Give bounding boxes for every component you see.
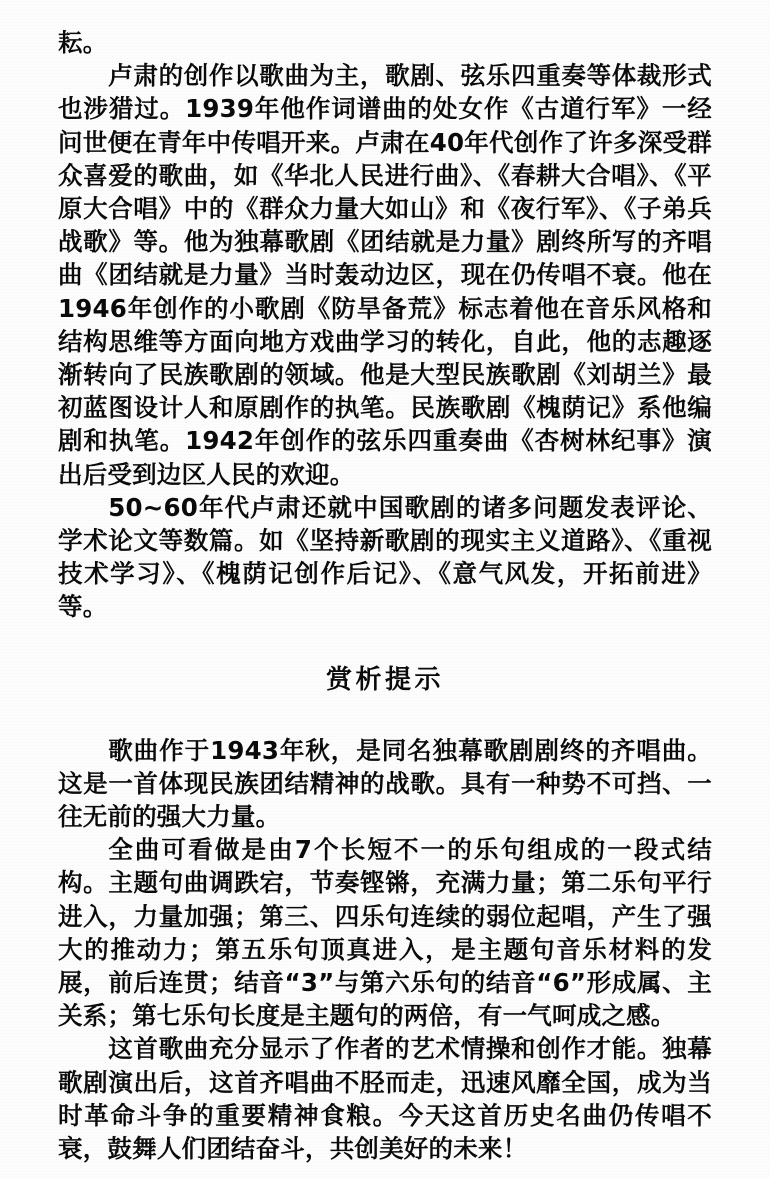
biography-paragraph-1: 卢肃的创作以歌曲为主，歌剧、弦乐四重奏等体裁形式也涉猎过。1939年他作词谱曲的处女作《古道行军》一经问世便在青年中传唱开来。卢肃在40年代创作了许多深受群众喜爱的歌曲，如《华北人民进行曲》、《春耕大合唱》、《平原大合唱》中的《群众力量大如山》和《夜行军》、《子弟兵战歌》等。他为独幕歌剧《团结就是力量》剧终所写的齐唱曲《团结就是力量》当时轰动边区，现在仍传唱不衰。他在1946年创作的小歌剧《防旱备荒》标志着他在音乐风格和结构思维等方面向地方戏曲学习的转化，自此，他的志趣逐渐转向了民族歌剧的领域。他是大型民族歌剧《刘胡兰》最初蓝图设计人和原剧作的执笔。民族歌剧《槐荫记》系他编剧和执笔。1942年创作的弦乐四重奏曲《杏树林纪事》演出后受到边区人民的欢迎。 xyxy=(58,61,712,489)
continued-text-line: 耘。 xyxy=(58,28,108,57)
page-text-column xyxy=(58,26,712,1165)
biography-paragraph-2: 50~60年代卢肃还就中国歌剧的诸多问题发表评论、学术论文等数篇。如《坚持新歌剧的现实主义道路》、《重视技术学习》、《槐荫记创作后记》、《意气风发，开拓前进》等。 xyxy=(58,492,712,622)
analysis-paragraph-3: 这首歌曲充分显示了作者的艺术情操和创作才能。独幕歌剧演出后，这首齐唱曲不胫而走，迅速风靡全国，成为当时革命斗争的重要精神食粮。今天这首历史名曲仍传唱不衰，鼓舞人们团结奋斗，共创美好的未来！ xyxy=(58,1034,712,1164)
analysis-paragraph-2: 全曲可看做是由7个长短不一的乐句组成的一段式结构。主题句曲调跌宕，节奏铿锵，充满力量；第二乐句平行进入，力量加强；第三、四乐句连续的弱位起唱，产生了强大的推动力；第五乐句顶真进入，是主题句音乐材料的发展，前后连贯；结音“3”与第六乐句的结音“6”形成属、主关系；第七乐句长度是主题句的两倍，有一气呵成之感。 xyxy=(58,835,712,1031)
section-heading-wrapper xyxy=(58,664,712,696)
analysis-paragraph-1: 歌曲作于1943年秋，是同名独幕歌剧剧终的齐唱曲。这是一首体现民族团结精神的战歌。具有一种势不可挡、一往无前的强大力量。 xyxy=(58,735,712,832)
section-heading: 赏析提示 xyxy=(325,664,444,695)
